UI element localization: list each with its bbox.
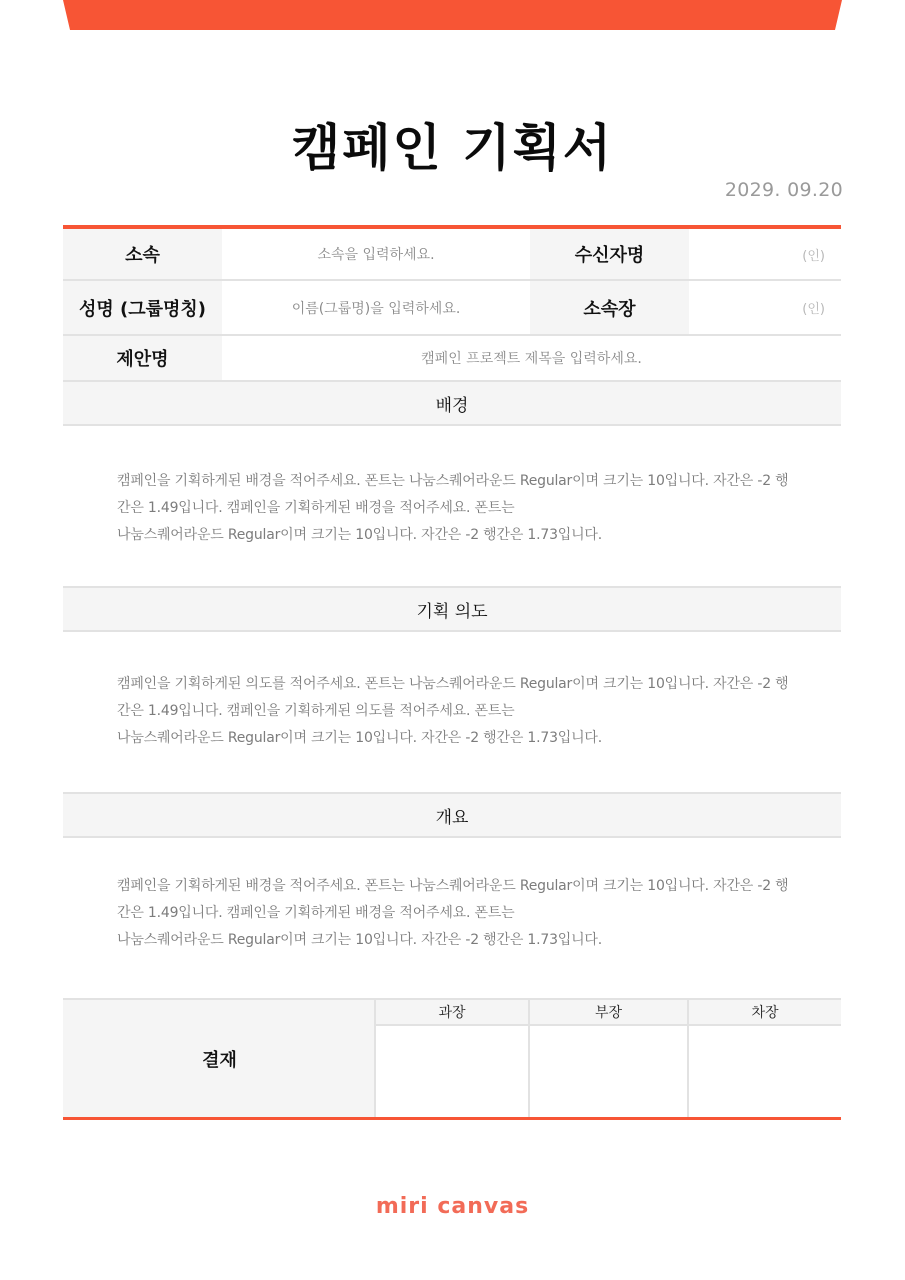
approval-column-deputy-manager [687,1000,841,1118]
approval-column-manager [374,1000,528,1118]
body-line: 간은 1.49입니다. 캠페인을 기획하게된 의도를 적어주세요. 폰트는 [117,703,515,719]
signature-box[interactable] [376,1026,528,1118]
body-line: 캠페인을 기획하게된 배경을 적어주세요. 폰트는 나눔스퀘어라운드 Regular이며 크기는 10입니다. 자간은 -2 행 [117,473,789,489]
signature-box[interactable] [530,1026,687,1118]
section-title: 기획 의도 [416,601,488,622]
proposal-field[interactable]: 캠페인 프로젝트 제목을 입력하세요. [222,336,841,380]
affiliation-field[interactable]: 소속을 입력하세요. [222,229,530,279]
name-field[interactable]: 이름(그룹명)을 입력하세요. [222,281,530,334]
body-line: 나눔스퀘어라운드 Regular이며 크기는 10입니다. 자간은 -2 행간은 1.73입니다. [117,932,602,948]
document-title: 캠페인 기획서 [291,119,614,177]
body-line: 나눔스퀘어라운드 Regular이며 크기는 10입니다. 자간은 -2 행간은 1.73입니다. [117,730,602,746]
approval-label: 결재 [63,1000,376,1118]
info-row-proposal [63,336,841,380]
recipient-label: 수신자명 [530,229,689,279]
body-line: 간은 1.49입니다. 캠페인을 기획하게된 배경을 적어주세요. 폰트는 [117,905,515,921]
approval-table [63,998,841,1118]
section-title: 배경 [435,395,469,416]
section-title: 개요 [435,807,469,828]
approval-column-header: 부장 [530,1000,687,1026]
info-row-affiliation [63,229,841,279]
approval-column-header: 과장 [376,1000,528,1026]
affiliation-label: 소속 [63,229,222,279]
section-body-background[interactable] [117,468,797,549]
section-header-intent [63,586,841,632]
signature-box[interactable] [689,1026,841,1118]
recipient-seal-field[interactable]: (인) [689,229,841,279]
body-line: 캠페인을 기획하게된 의도를 적어주세요. 폰트는 나눔스퀘어라운드 Regular이며 크기는 10입니다. 자간은 -2 행 [117,676,789,692]
brand-logo: miri canvas [375,1194,530,1219]
approval-column-header: 차장 [689,1000,841,1026]
body-line: 캠페인을 기획하게된 배경을 적어주세요. 폰트는 나눔스퀘어라운드 Regular이며 크기는 10입니다. 자간은 -2 행 [117,878,789,894]
document-date[interactable]: 2029. 09.20 [724,179,843,201]
bottom-rule [63,1117,841,1120]
section-body-overview[interactable] [117,873,797,954]
body-line: 간은 1.49입니다. 캠페인을 기획하게된 배경을 적어주세요. 폰트는 [117,500,515,516]
proposal-label: 제안명 [63,336,222,380]
head-label: 소속장 [530,281,689,334]
name-label: 성명 (그룹명칭) [63,281,222,334]
section-body-intent[interactable] [117,671,797,752]
info-row-name [63,281,841,334]
approval-column-general-manager [528,1000,687,1118]
section-header-background [63,380,841,426]
section-header-overview [63,792,841,838]
top-accent-band [63,0,842,30]
body-line: 나눔스퀘어라운드 Regular이며 크기는 10입니다. 자간은 -2 행간은 1.73입니다. [117,527,602,543]
head-seal-field[interactable]: (인) [689,281,841,334]
